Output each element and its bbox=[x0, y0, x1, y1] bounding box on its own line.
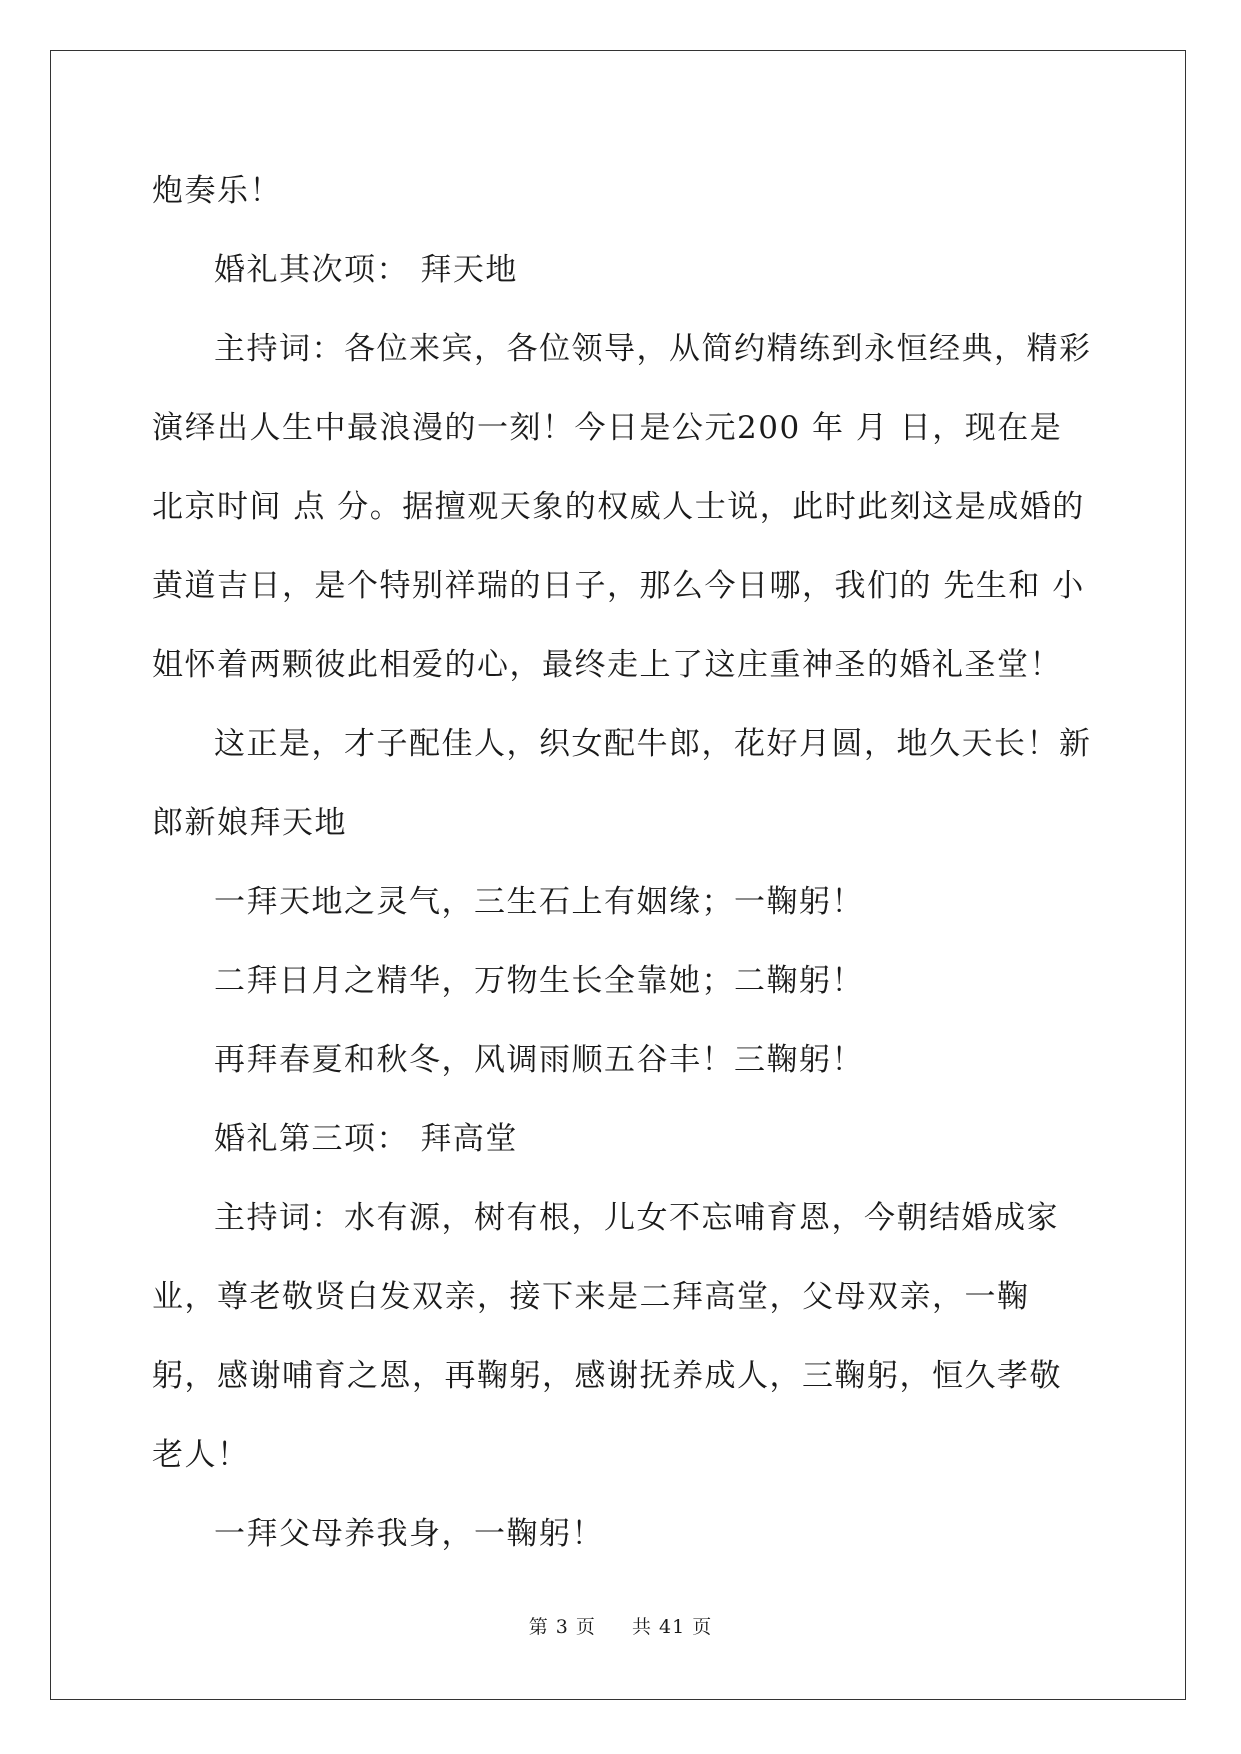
paragraph-1: 炮奏乐！ bbox=[152, 173, 282, 209]
paragraph-8-heading: 婚礼第三项： 拜高堂 bbox=[214, 1121, 518, 1157]
paragraph-3: 主持词：各位来宾，各位领导，从简约精练到永恒经典，精彩演绎出人生中最浪漫的一刻！今日是公元200 年 月 日，现在是北京时间 点 分。据擅观天象的权威人士说，此时此刻这是成婚的黄道吉日，是个特别祥瑞的日子，那么今日哪，我们的 先生和 小姐怀着两颗彼此相爱的心，最终走上了这庄重神圣的婚礼圣堂！ bbox=[152, 331, 1092, 683]
page-number: 第 3 页 bbox=[528, 1616, 596, 1638]
paragraph-2-heading: 婚礼其次项： 拜天地 bbox=[214, 252, 518, 288]
paragraph-6: 二拜日月之精华，万物生长全靠她；二鞠躬！ bbox=[214, 963, 864, 999]
total-pages: 共 41 页 bbox=[632, 1616, 713, 1638]
paragraph-5: 一拜天地之灵气，三生石上有姻缘；一鞠躬！ bbox=[214, 884, 864, 920]
paragraph-10: 一拜父母养我身，一鞠躬！ bbox=[214, 1516, 604, 1552]
paragraph-7: 再拜春夏和秋冬，风调雨顺五谷丰！三鞠躬！ bbox=[214, 1042, 864, 1078]
page-footer bbox=[0, 1612, 1241, 1639]
paragraph-9: 主持词：水有源，树有根，儿女不忘哺育恩，今朝结婚成家业，尊老敬贤白发双亲，接下来是二拜高堂，父母双亲，一鞠躬，感谢哺育之恩，再鞠躬，感谢抚养成人，三鞠躬，恒久孝敬老人！ bbox=[152, 1200, 1062, 1473]
document-body bbox=[152, 152, 1092, 1574]
paragraph-4: 这正是，才子配佳人，织女配牛郎，花好月圆，地久天长！新郎新娘拜天地 bbox=[152, 726, 1092, 841]
